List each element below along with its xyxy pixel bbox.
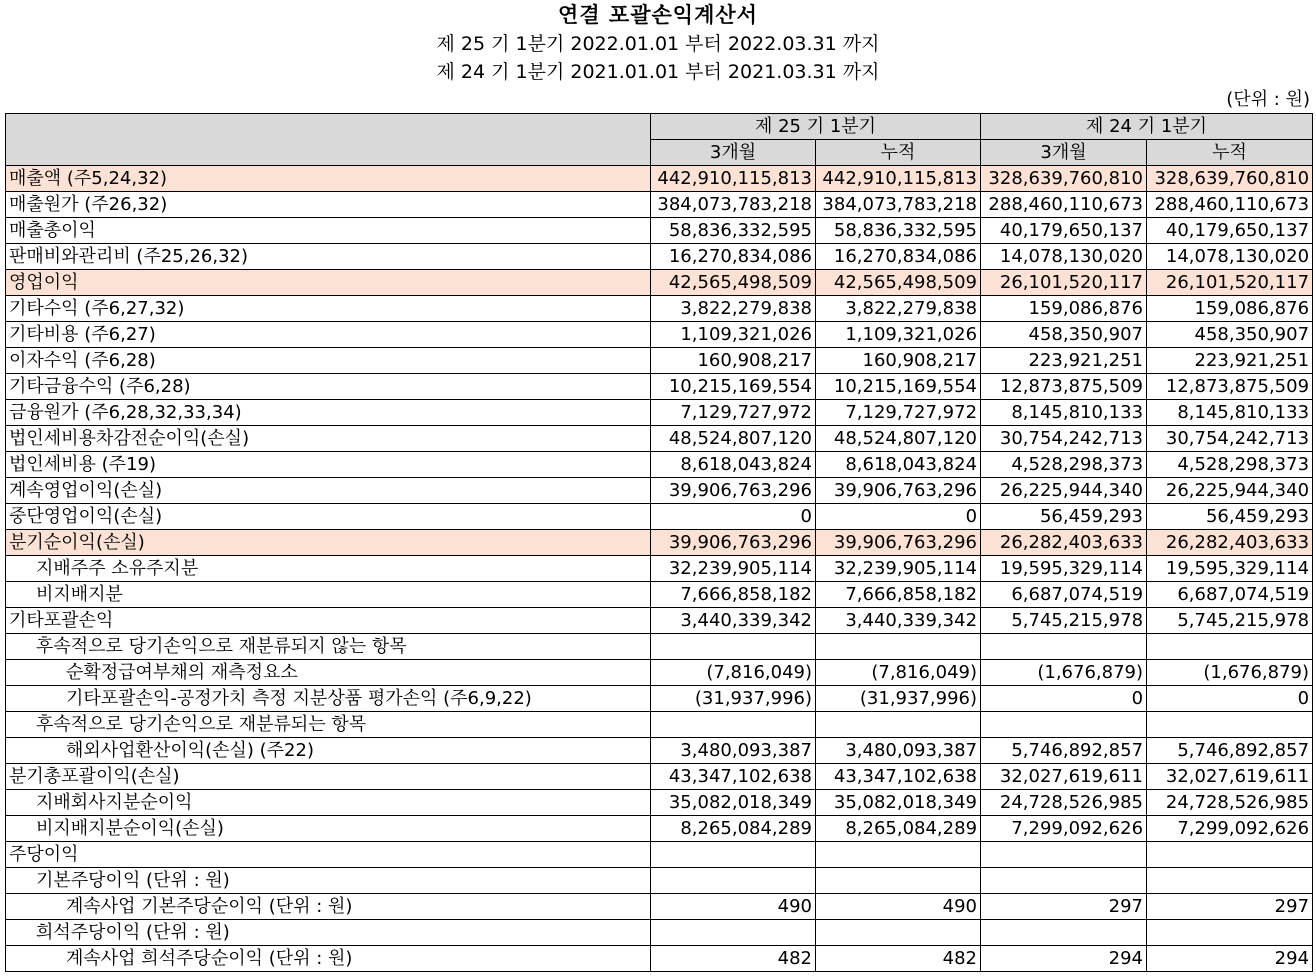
row-value: 19,595,329,114 [1147,556,1313,582]
row-value [816,634,981,660]
row-value: 482 [651,946,816,972]
row-value: 442,910,115,813 [816,166,981,192]
table-row [6,166,1313,192]
row-label: 비지배지분 [6,582,651,608]
row-label: 기타포괄손익 [6,608,651,634]
table-row [6,530,1313,556]
row-label: 후속적으로 당기손익으로 재분류되지 않는 항목 [6,634,651,660]
row-value: 24,728,526,985 [1147,790,1313,816]
row-value [981,842,1147,868]
row-value: 39,906,763,296 [651,478,816,504]
row-value: 5,745,215,978 [981,608,1147,634]
row-label: 분기순이익(손실) [6,530,651,556]
header-group-current: 제 25 기 1분기 [651,114,981,140]
row-value: 6,687,074,519 [1147,582,1313,608]
row-value: 7,129,727,972 [651,400,816,426]
table-row [6,608,1313,634]
row-label: 기타수익 (주6,27,32) [6,296,651,322]
row-value: 0 [1147,686,1313,712]
row-label: 계속영업이익(손실) [6,478,651,504]
row-value [1147,634,1313,660]
row-value: 43,347,102,638 [651,764,816,790]
row-label: 후속적으로 당기손익으로 재분류되는 항목 [6,712,651,738]
row-value: 5,746,892,857 [1147,738,1313,764]
row-value: 297 [981,894,1147,920]
row-value: 7,299,092,626 [1147,816,1313,842]
row-value [816,920,981,946]
header-current-cumulative: 누적 [816,140,981,166]
row-value: 159,086,876 [981,296,1147,322]
row-value [1147,842,1313,868]
row-value: 48,524,807,120 [816,426,981,452]
table-row [6,244,1313,270]
row-value [981,634,1147,660]
table-row [6,946,1313,972]
row-value: 40,179,650,137 [981,218,1147,244]
table-row [6,452,1313,478]
row-value [651,712,816,738]
header-row-groups [6,114,1313,140]
row-value: 26,282,403,633 [1147,530,1313,556]
row-value: 384,073,783,218 [816,192,981,218]
table-row [6,868,1313,894]
row-value [816,842,981,868]
row-value: 39,906,763,296 [816,530,981,556]
row-value: (31,937,996) [651,686,816,712]
row-label: 지배회사지분순이익 [6,790,651,816]
row-value: 14,078,130,020 [981,244,1147,270]
row-value: 294 [1147,946,1313,972]
row-value: 288,460,110,673 [981,192,1147,218]
row-value [651,634,816,660]
row-label: 이자수익 (주6,28) [6,348,651,374]
row-value: 3,480,093,387 [651,738,816,764]
row-value [981,920,1147,946]
row-value: 0 [816,504,981,530]
row-value [651,842,816,868]
row-value: 8,265,084,289 [651,816,816,842]
row-value: 58,836,332,595 [651,218,816,244]
table-row [6,634,1313,660]
table-row [6,348,1313,374]
row-value: 1,109,321,026 [651,322,816,348]
row-value: 56,459,293 [981,504,1147,530]
row-value: 10,215,169,554 [651,374,816,400]
row-label: 희석주당이익 (단위 : 원) [6,920,651,946]
row-value: 26,101,520,117 [981,270,1147,296]
row-value: 30,754,242,713 [1147,426,1313,452]
table-row [6,816,1313,842]
row-label: 매출액 (주5,24,32) [6,166,651,192]
table-row [6,478,1313,504]
row-value: 7,129,727,972 [816,400,981,426]
row-label: 해외사업환산이익(손실) (주22) [6,738,651,764]
row-value: 328,639,760,810 [1147,166,1313,192]
row-label: 계속사업 희석주당순이익 (단위 : 원) [6,946,651,972]
table-row [6,400,1313,426]
row-value: 0 [981,686,1147,712]
table-row [6,296,1313,322]
row-value [981,868,1147,894]
row-value: 4,528,298,373 [1147,452,1313,478]
row-value: 26,225,944,340 [1147,478,1313,504]
row-value: 5,746,892,857 [981,738,1147,764]
row-value: 5,745,215,978 [1147,608,1313,634]
row-value: 48,524,807,120 [651,426,816,452]
row-value: (7,816,049) [651,660,816,686]
row-value: 8,145,810,133 [1147,400,1313,426]
page-title: 연결 포괄손익계산서 [558,3,758,27]
row-value [1147,712,1313,738]
header-prior-cumulative: 누적 [1147,140,1313,166]
row-value: 12,873,875,509 [981,374,1147,400]
row-value: 26,225,944,340 [981,478,1147,504]
row-value: 8,265,084,289 [816,816,981,842]
row-value: 8,618,043,824 [816,452,981,478]
row-value: 19,595,329,114 [981,556,1147,582]
row-value [651,868,816,894]
period-current: 제 25 기 1분기 2022.01.01 부터 2022.03.31 까지 [436,33,880,55]
row-value: 223,921,251 [981,348,1147,374]
row-value: 35,082,018,349 [816,790,981,816]
unit-label: (단위 : 원) [1226,89,1310,110]
income-statement-table [5,113,1313,972]
row-value: (1,676,879) [1147,660,1313,686]
row-value: 3,822,279,838 [651,296,816,322]
row-value: 32,027,619,611 [981,764,1147,790]
row-value: 32,027,619,611 [1147,764,1313,790]
row-value [1147,920,1313,946]
row-value: 7,666,858,182 [816,582,981,608]
row-label: 매출원가 (주26,32) [6,192,651,218]
row-label: 매출총이익 [6,218,651,244]
row-value: 40,179,650,137 [1147,218,1313,244]
row-value: 6,687,074,519 [981,582,1147,608]
table-row [6,894,1313,920]
row-value: 58,836,332,595 [816,218,981,244]
row-value [981,712,1147,738]
row-label: 기타금융수익 (주6,28) [6,374,651,400]
table-row [6,712,1313,738]
row-value: 7,299,092,626 [981,816,1147,842]
row-value: 328,639,760,810 [981,166,1147,192]
table-row [6,374,1313,400]
header-group-prior: 제 24 기 1분기 [981,114,1313,140]
row-value: 16,270,834,086 [651,244,816,270]
table-row [6,920,1313,946]
row-value: 42,565,498,509 [816,270,981,296]
row-value: 1,109,321,026 [816,322,981,348]
row-value: 458,350,907 [1147,322,1313,348]
period-prior: 제 24 기 1분기 2021.01.01 부터 2021.03.31 까지 [436,61,880,83]
row-label: 비지배지분순이익(손실) [6,816,651,842]
row-value: (1,676,879) [981,660,1147,686]
row-label: 법인세비용차감전순이익(손실) [6,426,651,452]
row-value: 26,282,403,633 [981,530,1147,556]
row-value: 39,906,763,296 [651,530,816,556]
table-row [6,790,1313,816]
row-value: 56,459,293 [1147,504,1313,530]
table-row [6,270,1313,296]
table-row [6,660,1313,686]
row-label: 법인세비용 (주19) [6,452,651,478]
row-value: 35,082,018,349 [651,790,816,816]
table-row [6,556,1313,582]
row-label: 순확정급여부채의 재측정요소 [6,660,651,686]
row-value: 288,460,110,673 [1147,192,1313,218]
row-value [816,868,981,894]
row-value: 4,528,298,373 [981,452,1147,478]
row-value: 458,350,907 [981,322,1147,348]
row-label: 기타포괄손익-공정가치 측정 지분상품 평가손익 (주6,9,22) [6,686,651,712]
row-value [816,712,981,738]
row-value: 8,618,043,824 [651,452,816,478]
table-row [6,582,1313,608]
row-value: 223,921,251 [1147,348,1313,374]
row-value: 42,565,498,509 [651,270,816,296]
row-value: 7,666,858,182 [651,582,816,608]
row-value: 490 [816,894,981,920]
row-label: 지배주주 소유주지분 [6,556,651,582]
row-value: 10,215,169,554 [816,374,981,400]
row-value: 43,347,102,638 [816,764,981,790]
header-account [6,114,651,166]
row-value: 442,910,115,813 [651,166,816,192]
table-row [6,218,1313,244]
row-value: 3,822,279,838 [816,296,981,322]
table-row [6,426,1313,452]
row-value [651,920,816,946]
table-row [6,764,1313,790]
row-value: 26,101,520,117 [1147,270,1313,296]
row-value: 490 [651,894,816,920]
row-value: 3,440,339,342 [816,608,981,634]
table-row [6,322,1313,348]
row-value: 32,239,905,114 [816,556,981,582]
row-value: 159,086,876 [1147,296,1313,322]
row-label: 주당이익 [6,842,651,868]
row-value: 160,908,217 [651,348,816,374]
row-value: 12,873,875,509 [1147,374,1313,400]
row-label: 금융원가 (주6,28,32,33,34) [6,400,651,426]
row-value: 24,728,526,985 [981,790,1147,816]
row-value: 3,440,339,342 [651,608,816,634]
row-value: 384,073,783,218 [651,192,816,218]
row-value: 14,078,130,020 [1147,244,1313,270]
table-body [6,166,1313,972]
row-label: 계속사업 기본주당순이익 (단위 : 원) [6,894,651,920]
table-row [6,504,1313,530]
row-label: 기타비용 (주6,27) [6,322,651,348]
row-value: 0 [651,504,816,530]
table-row [6,192,1313,218]
table-row [6,686,1313,712]
row-value: 16,270,834,086 [816,244,981,270]
row-value: (31,937,996) [816,686,981,712]
row-value [1147,868,1313,894]
header-current-3m: 3개월 [651,140,816,166]
row-label: 영업이익 [6,270,651,296]
row-value: (7,816,049) [816,660,981,686]
row-label: 판매비와관리비 (주25,26,32) [6,244,651,270]
row-value: 8,145,810,133 [981,400,1147,426]
row-label: 중단영업이익(손실) [6,504,651,530]
row-value: 3,480,093,387 [816,738,981,764]
row-value: 32,239,905,114 [651,556,816,582]
row-label: 기본주당이익 (단위 : 원) [6,868,651,894]
table-row [6,842,1313,868]
row-value: 482 [816,946,981,972]
row-value: 160,908,217 [816,348,981,374]
row-value: 297 [1147,894,1313,920]
row-value: 39,906,763,296 [816,478,981,504]
header-prior-3m: 3개월 [981,140,1147,166]
row-label: 분기총포괄이익(손실) [6,764,651,790]
row-value: 30,754,242,713 [981,426,1147,452]
row-value: 294 [981,946,1147,972]
table-row [6,738,1313,764]
